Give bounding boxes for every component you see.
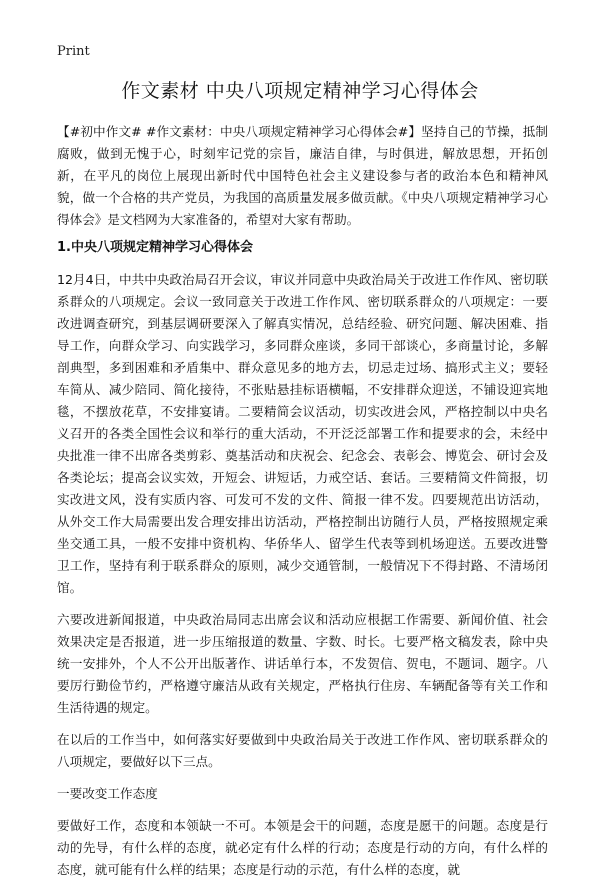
body-paragraph: 在以后的工作当中，如何落实好要做到中央政治局关于改进工作作风、密切联系群众的八项规定，要做好以下三点。 <box>57 732 548 769</box>
body-paragraph: 六要改进新闻报道，中央政治局同志出席会议和活动应根据工作需要、新闻价值、社会效果决定是否报道，进一步压缩报道的数量、字数、时长。七要严格文稿发表，除中央统一安排外，个人不公开出版著作、讲话单行本，不发贺信、贺电，不题词、题字。八要厉行勤俭节约，严格遵守廉洁从政有关规定，严格执行住房、车辆配备等有关工作和生活待遇的规定。 <box>57 612 548 715</box>
print-link[interactable]: Print <box>57 44 90 59</box>
section-heading: 1.中央八项规定精神学习心得体会 <box>57 240 253 255</box>
intro-paragraph: 【#初中作文# #作文素材：中央八项规定精神学习心得体会#】坚持自己的节操，抵制腐败，做到无愧于心，时刻牢记党的宗旨，廉洁自律，与时俱进，解放思想，开拓创新，在平凡的岗位上展现出新时代中国特色社会主义建设参与者的政治本色和精神风貌，做一个合格的共产党员，为我国的高质量发展多做贡献。《中央八项规定精神学习心得体会》是文档网为大家准备的，希望对大家有帮助。 <box>57 124 548 227</box>
body-paragraph-last: 要做好工作，态度和本领缺一不可。本领是会干的问题，态度是愿干的问题。态度是行动的先导，有什么样的态度，就必定有什么样的行动；态度是行动的方向，有什么样的态度，就可能有什么样的结果；态度是行动的示范，有什么样的态度，就 <box>57 818 548 877</box>
article-body <box>57 121 548 891</box>
subheading: 一要改变工作态度 <box>57 786 158 801</box>
body-paragraph: 12月4日，中共中央政治局召开会议，审议并同意中央政治局关于改进工作作风、密切联系群众的八项规定。会议一致同意关于改进工作作风、密切联系群众的八项规定：一要改进调查研究，到基层调研要深入了解真实情况，总结经验、研究问题、解决困难、指导工作，向群众学习、向实践学习，多同群众座谈，多同干部谈心，多商量讨论，多解剖典型，多到困难和矛盾集中、群众意见多的地方去，切忌走过场、搞形式主义；要轻车简从、减少陪同、简化接待，不张贴悬挂标语横幅，不安排群众迎送，不铺设迎宾地毯，不摆放花草，不安排宴请。二要精简会议活动，切实改进会风，严格控制以中央名义召开的各类全国性会议和举行的重大活动，不开泛泛部署工作和提要求的会，未经中央批准一律不出席各类剪彩、奠基活动和庆祝会、纪念会、表彰会、博览会、研讨会及各类论坛；提高会议实效，开短会、讲短话，力戒空话、套话。三要精简文件简报，切实改进文风，没有实质内容、可发可不发的文件、简报一律不发。四要规范出访活动，从外交工作大局需要出发合理安排出访活动，严格控制出访随行人员，严格按照规定乘坐交通工具，一般不安排中资机构、华侨华人、留学生代表等到机场迎送。五要改进警卫工作，坚持有利于联系群众的原则，减少交通管制，一般情况下不得封路、不清场闭馆。 <box>57 272 548 595</box>
page-title: 作文素材 中央八项规定精神学习心得体会 <box>121 80 479 102</box>
